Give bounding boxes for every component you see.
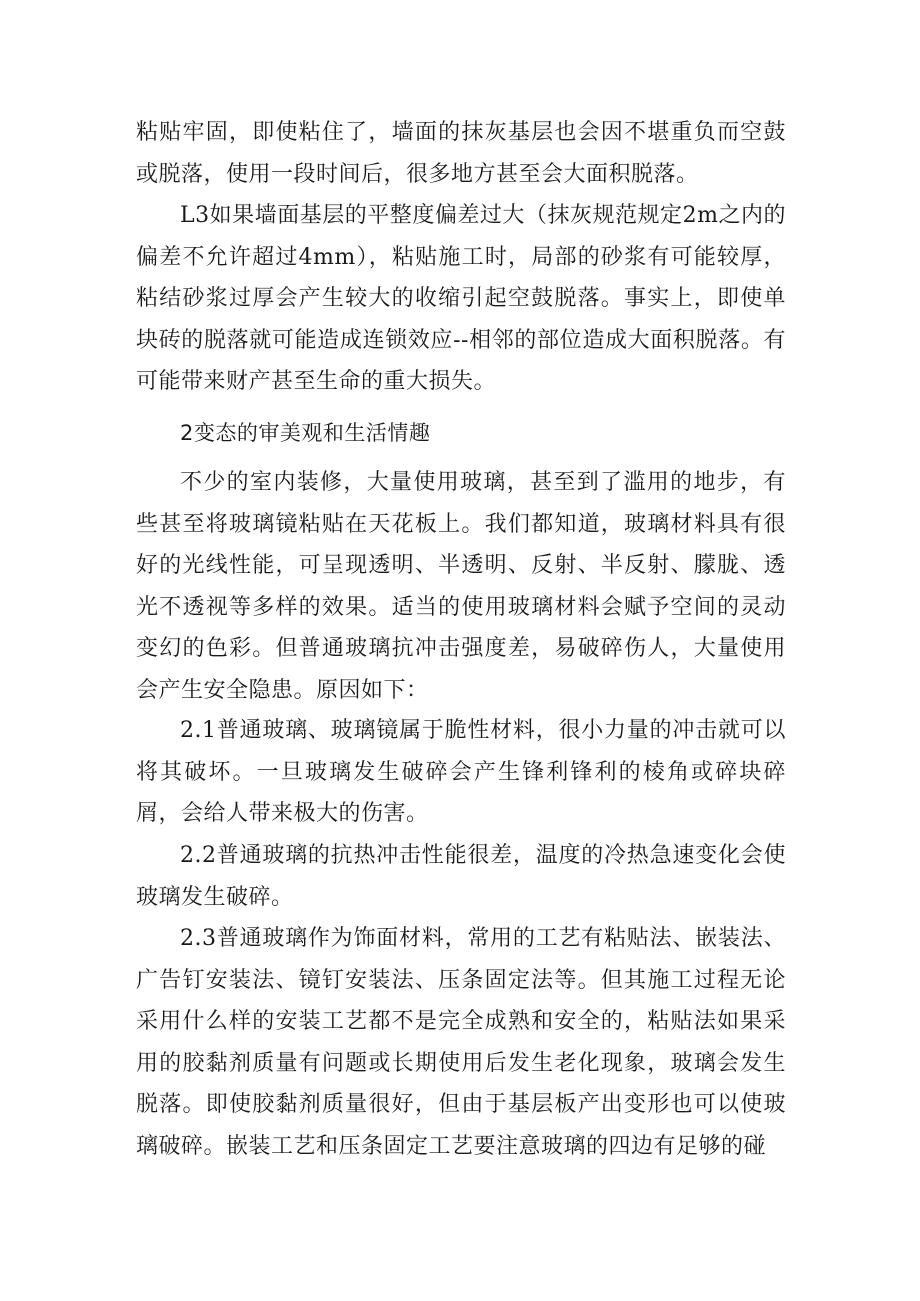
paragraph-2-3-block xyxy=(136,918,786,1167)
paragraph-2-2-block xyxy=(136,835,786,918)
section-heading: 2变态的审美观和生活情趣 xyxy=(180,421,431,445)
paragraph-3: 不少的室内装修，大量使用玻璃，甚至到了滥用的地步，有些甚至将玻璃镜粘贴在天花板上。我们都知道，玻璃材料具有很好的光线性能，可呈现透明、半透明、反射、半反射、朦胧、透光不透视等多样的效果。适当的使用玻璃材料会赋予空间的灵动变幻的色彩。但普通玻璃抗冲击强度差，易破碎伤人，大量使用会产生安全隐患。原因如下： xyxy=(136,470,786,703)
paragraph-2-3: 2.3普通玻璃作为饰面材料，常用的工艺有粘贴法、嵌装法、广告钉安装法、镜钉安装法、压条固定法等。但其施工过程无论采用什么样的安装工艺都不是完全成熟和安全的，粘贴法如果采用的胶黏剂质量有问题或长期使用后发生老化现象，玻璃会发生脱落。即使胶黏剂质量很好，但由于基层板产出变形也可以使玻璃破碎。嵌装工艺和压条固定工艺要注意玻璃的四边有足够的碰 xyxy=(136,926,786,1159)
paragraph-2-1-block xyxy=(136,710,786,835)
paragraph-continuation xyxy=(136,112,786,195)
paragraph-l3-block xyxy=(136,195,786,403)
paragraph-1: 粘贴牢固，即使粘住了，墙面的抹灰基层也会因不堪重负而空鼓或脱落，使用一段时间后，很多地方甚至会大面积脱落。 xyxy=(136,120,786,187)
paragraph-glass-block xyxy=(136,462,786,711)
section-heading-block xyxy=(136,413,786,455)
paragraph-2-2: 2.2普通玻璃的抗热冲击性能很差，温度的冷热急速变化会使玻璃发生破碎。 xyxy=(136,843,786,910)
paragraph-2-1: 2.1普通玻璃、玻璃镜属于脆性材料，很小力量的冲击就可以将其破坏。一旦玻璃发生破碎会产生锋利锋利的棱角或碎块碎屑，会给人带来极大的伤害。 xyxy=(136,718,786,826)
paragraph-2: L3如果墙面基层的平整度偏差过大（抹灰规范规定2m之内的偏差不允许超过4mm），粘贴施工时，局部的砂浆有可能较厚，粘结砂浆过厚会产生较大的收缩引起空鼓脱落。事实上，即使单块砖的脱落就可能造成连锁效应--相邻的部位造成大面积脱落。有可能带来财产甚至生命的重大损失。 xyxy=(136,203,786,394)
